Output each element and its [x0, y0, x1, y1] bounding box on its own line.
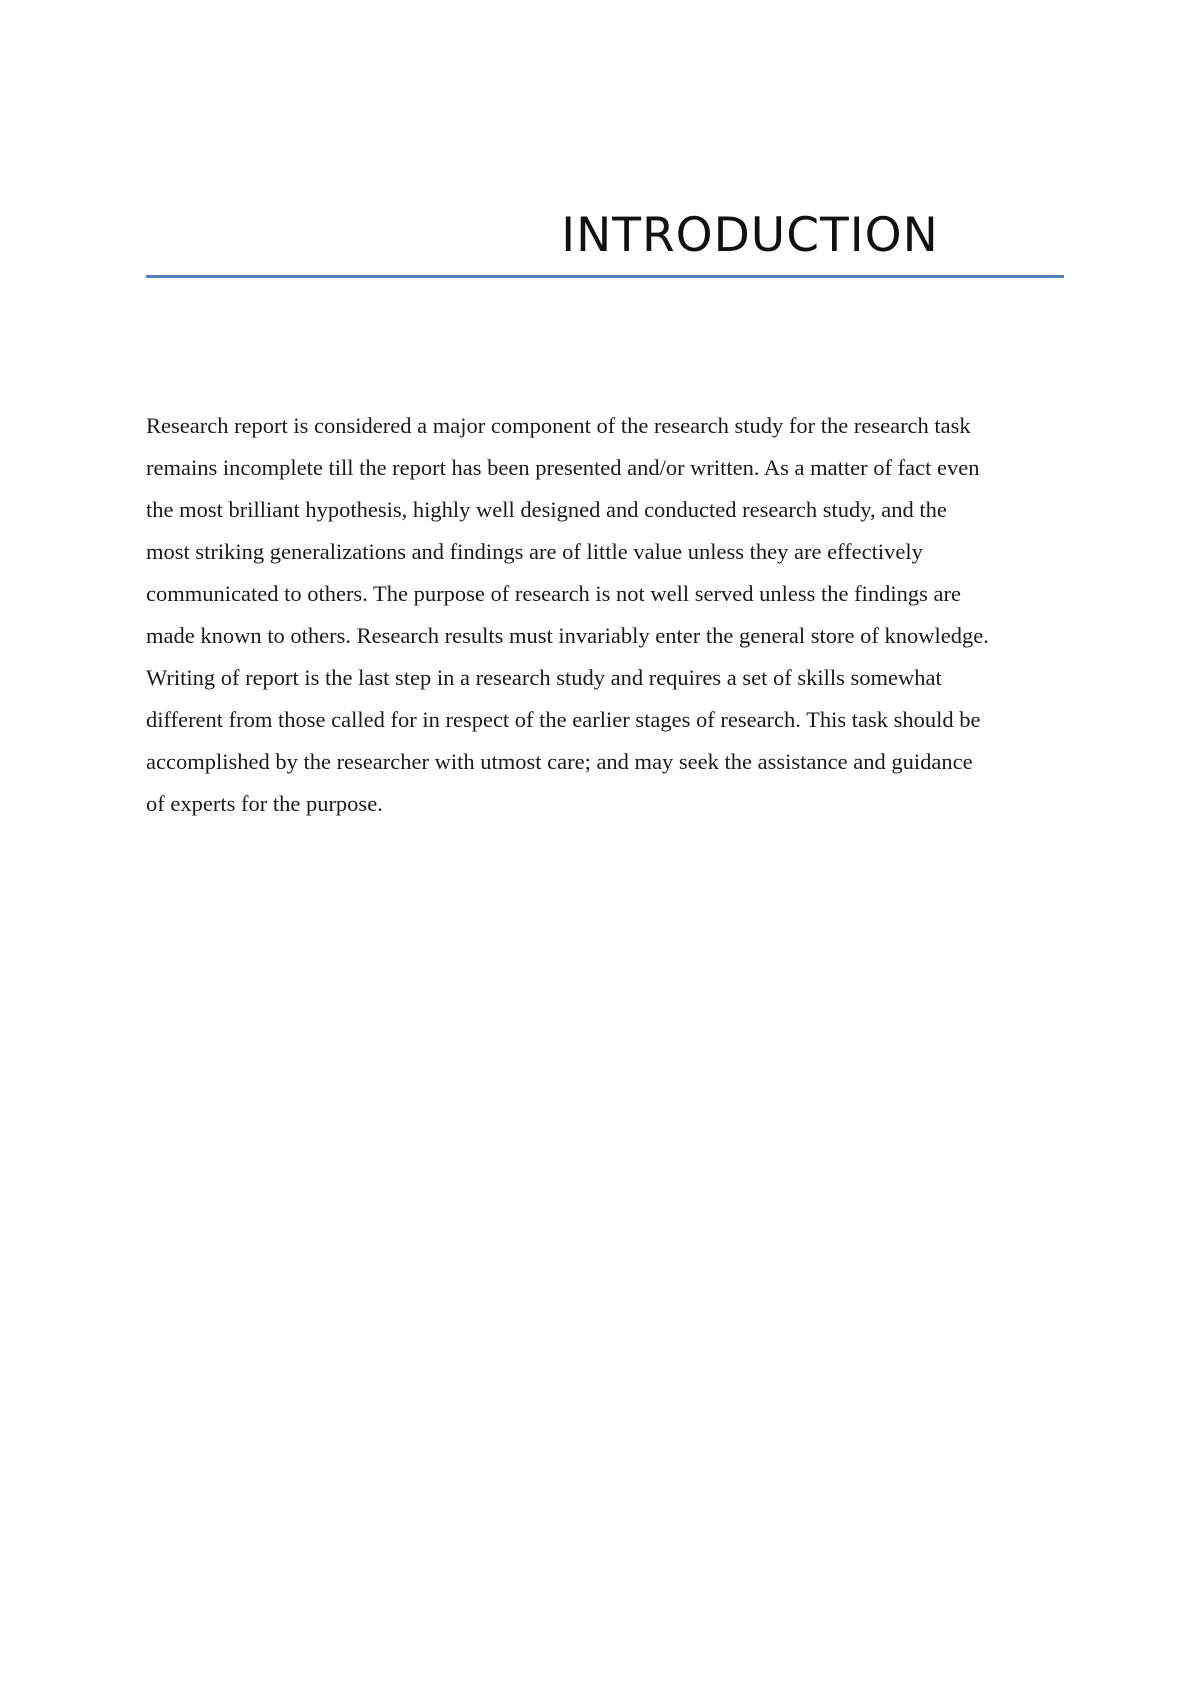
paragraph-line: made known to others. Research results must invariably enter the general store of knowledge.	[146, 623, 989, 648]
paragraph-line: Writing of report is the last step in a research study and requires a set of skills somewhat	[146, 665, 942, 690]
paragraph-line: remains incomplete till the report has been presented and/or written. As a matter of fact even	[146, 455, 980, 480]
paragraph-line: the most brilliant hypothesis, highly well designed and conducted research study, and the	[146, 497, 947, 522]
paragraph-line: Research report is considered a major component of the research study for the research task	[146, 413, 971, 438]
title-underline	[146, 275, 1064, 278]
page-title: INTRODUCTION	[561, 208, 939, 263]
paragraph-line: of experts for the purpose.	[146, 791, 383, 816]
paragraph-line: most striking generalizations and findings are of little value unless they are effectively	[146, 539, 923, 564]
body-paragraph	[146, 405, 1064, 825]
paragraph-line: different from those called for in respect of the earlier stages of research. This task should be	[146, 707, 981, 732]
paragraph-line: communicated to others. The purpose of research is not well served unless the findings are	[146, 581, 961, 606]
paragraph-line: accomplished by the researcher with utmost care; and may seek the assistance and guidance	[146, 749, 973, 774]
heading-block	[146, 200, 1064, 280]
